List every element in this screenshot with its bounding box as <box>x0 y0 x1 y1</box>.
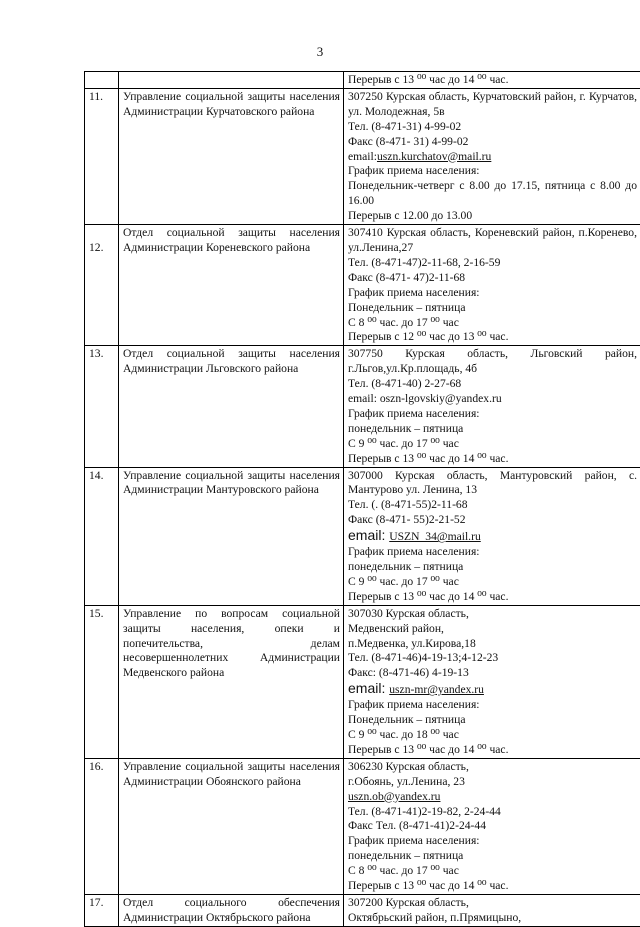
agency-name: Отдел социальной защиты населения Администрации Кореневского района <box>119 225 344 346</box>
contact-line: email: oszn-lgovskiy@yandex.ru <box>348 392 637 407</box>
contact-line: Октябрьский район, п.Прямицыно, <box>348 911 637 926</box>
contact-line: Тел. (. (8-471-55)2-11-68 <box>348 498 637 513</box>
contact-line: С 9 ⁰⁰ час. до 17 ⁰⁰ час <box>348 575 637 590</box>
contact-line: График приема населения: <box>348 164 637 179</box>
agencies-table <box>84 71 640 927</box>
table-row <box>85 758 640 894</box>
contact-line: Понедельник – пятница <box>348 713 637 728</box>
agency-name: Управление социальной защиты населения Администрации Мантуровского района <box>119 467 344 605</box>
email-link[interactable]: uszn.kurchatov@mail.ru <box>377 150 491 163</box>
contact-line: 307250 Курская область, Курчатовский район, г. Курчатов, ул. Молодежная, 5в <box>348 90 637 120</box>
contact-line: График приема населения: <box>348 698 637 713</box>
agency-contacts <box>344 88 640 224</box>
email-link[interactable]: uszn-mr@yandex.ru <box>389 683 484 696</box>
contact-line <box>348 528 637 545</box>
contact-line: Перерыв с 13 ⁰⁰ час до 14 ⁰⁰ час. <box>348 879 637 894</box>
contact-line <box>348 790 637 805</box>
contact-line: С 8 ⁰⁰ час. до 17 ⁰⁰ час <box>348 864 637 879</box>
contact-line: Перерыв с 13 ⁰⁰ час до 14 ⁰⁰ час. <box>348 452 637 467</box>
table-row <box>85 605 640 758</box>
contact-line: 307000 Курская область, Мантуровский район, с. Мантурово ул. Ленина, 13 <box>348 469 637 499</box>
contact-line: График приема населения: <box>348 407 637 422</box>
contact-line: 307750 Курская область, Льговский район, г.Льгов,ул.Кр.площадь, 4б <box>348 347 637 377</box>
table-row <box>85 894 640 926</box>
contact-line: Тел. (8-471-47)2-11-68, 2-16-59 <box>348 256 637 271</box>
agency-contacts <box>344 758 640 894</box>
table-row <box>85 346 640 467</box>
row-number: 12. <box>85 225 119 346</box>
contact-line: График приема населения: <box>348 545 637 560</box>
contact-line <box>348 681 637 698</box>
contact-line: 307410 Курская область, Кореневский район, п.Коренево, ул.Ленина,27 <box>348 226 637 256</box>
row-number: 14. <box>85 467 119 605</box>
contact-line: Тел. (8-471-46)4-19-13;4-12-23 <box>348 651 637 666</box>
contact-line: С 9 ⁰⁰ час. до 18 ⁰⁰ час <box>348 728 637 743</box>
contact-line: Факс (8-471- 47)2-11-68 <box>348 271 637 286</box>
row-number: 13. <box>85 346 119 467</box>
row-number <box>85 72 119 89</box>
agency-contacts <box>344 225 640 346</box>
contact-line: Медвенский район, <box>348 622 637 637</box>
agency-contacts <box>344 894 640 926</box>
contact-line: Перерыв с 13 ⁰⁰ час до 14 ⁰⁰ час. <box>348 73 637 88</box>
table-row <box>85 72 640 89</box>
agency-name: Отдел социального обеспечения Администрации Октябрьского района <box>119 894 344 926</box>
contact-line: Понедельник-четверг с 8.00 до 17.15, пятница с 8.00 до 16.00 <box>348 179 637 209</box>
contact-line: Тел. (8-471-41)2-19-82, 2-24-44 <box>348 805 637 820</box>
table-row <box>85 88 640 224</box>
table-row <box>85 225 640 346</box>
contact-line: понедельник – пятница <box>348 422 637 437</box>
agency-name: Управление социальной защиты населения Администрации Обоянского района <box>119 758 344 894</box>
row-number: 15. <box>85 605 119 758</box>
email-label: email: <box>348 527 389 543</box>
contact-line: Факс (8-471- 55)2-21-52 <box>348 513 637 528</box>
agency-name: Управление по вопросам социальной защиты населения, опеки и попечительства, делам несовершеннолетних Администрации Медвенского района <box>119 605 344 758</box>
contact-line: Тел. (8-471-31) 4-99-02 <box>348 120 637 135</box>
contact-line: 307200 Курская область, <box>348 896 637 911</box>
contact-line <box>348 150 637 165</box>
agency-contacts <box>344 467 640 605</box>
contact-line: Факс Тел. (8-471-41)2-24-44 <box>348 819 637 834</box>
agency-contacts <box>344 346 640 467</box>
agency-name: Управление социальной защиты населения Администрации Курчатовского района <box>119 88 344 224</box>
contact-line: График приема населения: <box>348 834 637 849</box>
contact-line: п.Медвенка, ул.Кирова,18 <box>348 637 637 652</box>
agency-contacts <box>344 72 640 89</box>
contact-line: понедельник – пятница <box>348 849 637 864</box>
contact-line: График приема населения: <box>348 286 637 301</box>
contact-line: Понедельник – пятница <box>348 301 637 316</box>
row-number: 17. <box>85 894 119 926</box>
page-number: 3 <box>0 44 640 60</box>
contact-line: Перерыв с 12.00 до 13.00 <box>348 209 637 224</box>
contact-line: Перерыв с 12 ⁰⁰ час до 13 ⁰⁰ час. <box>348 330 637 345</box>
row-number: 16. <box>85 758 119 894</box>
contact-line: Факс (8-471- 31) 4-99-02 <box>348 135 637 150</box>
contact-line: Тел. (8-471-40) 2-27-68 <box>348 377 637 392</box>
contact-line: 306230 Курская область, <box>348 760 637 775</box>
contact-line: 307030 Курская область, <box>348 607 637 622</box>
contact-line: Перерыв с 13 ⁰⁰ час до 14 ⁰⁰ час. <box>348 590 637 605</box>
contact-line: С 9 ⁰⁰ час. до 17 ⁰⁰ час <box>348 437 637 452</box>
contact-line: С 8 ⁰⁰ час. до 17 ⁰⁰ час <box>348 316 637 331</box>
email-label: email: <box>348 150 377 163</box>
contact-line: Факс: (8-471-46) 4-19-13 <box>348 666 637 681</box>
contact-line: понедельник – пятница <box>348 560 637 575</box>
row-number: 11. <box>85 88 119 224</box>
table-row <box>85 467 640 605</box>
agencies-table-body <box>85 72 640 927</box>
email-link[interactable]: USZN_34@mail.ru <box>389 530 481 543</box>
agency-name <box>119 72 344 89</box>
agency-contacts <box>344 605 640 758</box>
contact-line: Перерыв с 13 ⁰⁰ час до 14 ⁰⁰ час. <box>348 743 637 758</box>
contact-line: г.Обоянь, ул.Ленина, 23 <box>348 775 637 790</box>
email-label: email: <box>348 680 389 696</box>
agency-name: Отдел социальной защиты населения Администрации Льговского района <box>119 346 344 467</box>
email-link[interactable]: uszn.ob@yandex.ru <box>348 790 440 803</box>
